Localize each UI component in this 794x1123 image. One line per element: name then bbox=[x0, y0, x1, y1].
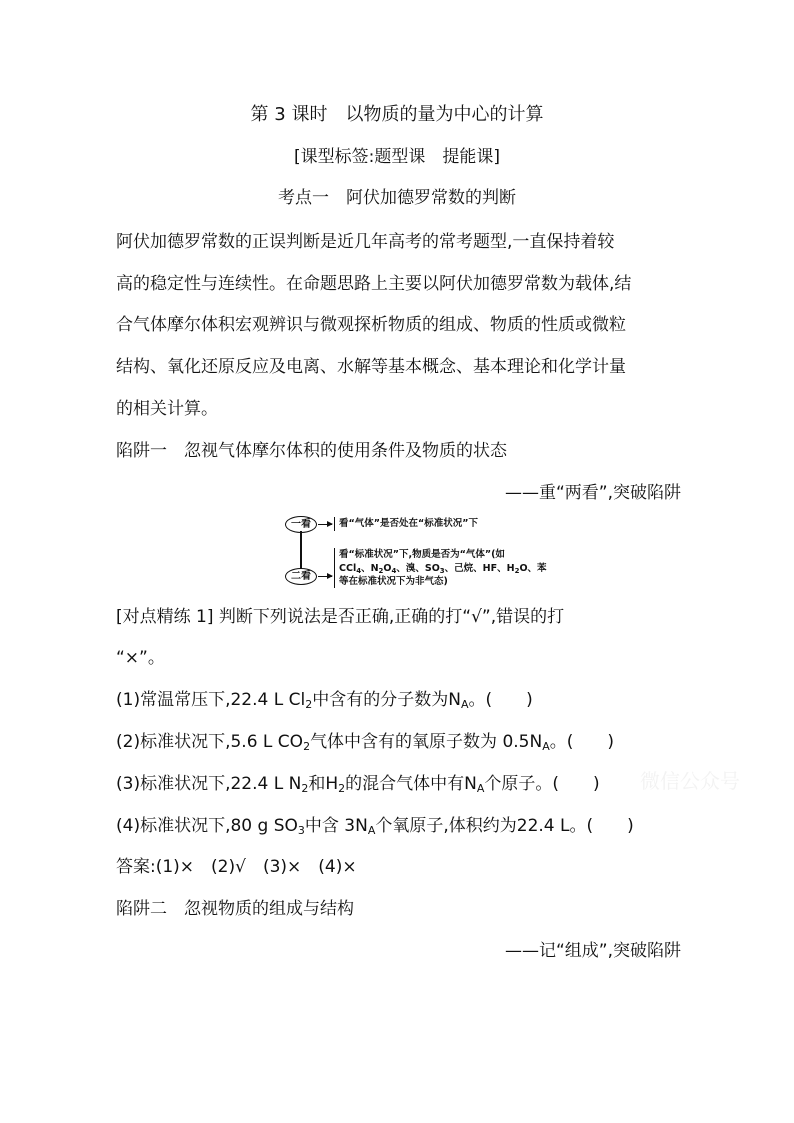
intro-line-3: 合气体摩尔体积宏观辨识与微观探析物质的组成、物质的性质或微粒 bbox=[116, 315, 626, 335]
oval-first-look: 一看 bbox=[285, 516, 317, 533]
exercise-line-1: [对点精练 1] 判断下列说法是否正确,正确的打“√”,错误的打 bbox=[116, 607, 565, 627]
bracket-1 bbox=[334, 517, 335, 531]
section-heading: 考点一 阿伏加德罗常数的判断 bbox=[278, 188, 516, 208]
intro-line-5: 的相关计算。 bbox=[116, 399, 218, 419]
first-look-text: 看“气体”是否处在“标准状况”下 bbox=[339, 518, 478, 529]
bracket-2 bbox=[334, 548, 335, 588]
watermark: 微信公众号 bbox=[640, 769, 740, 793]
answer-line: 答案:(1)× (2)√ (3)× (4)× bbox=[116, 857, 357, 877]
question-4: (4)标准状况下,80 g $SO_3$中含 $3N_A$个氧原子,体积约为22.4 L。( ) bbox=[116, 816, 634, 837]
two-looks-diagram bbox=[285, 514, 547, 588]
question-1: (1)常温常压下,22.4 L $Cl_2$中含有的分子数为$N_A$。( ) bbox=[116, 690, 533, 711]
question-3: (3)标准状况下,22.4 L $N_2$和$H_2$的混合气体中有$N_A$个原子。( ) bbox=[116, 774, 600, 795]
connector-line bbox=[300, 531, 302, 569]
second-look-text-2: CCl$_4$、$N_2O_4$、溴、$SO_3$、己烷、HF、$H_2O$、苯 bbox=[339, 563, 547, 575]
trap1-title: 陷阱一 忽视气体摩尔体积的使用条件及物质的状态 bbox=[116, 441, 507, 461]
exercise-line-2: “×”。 bbox=[116, 648, 165, 668]
lesson-tag: [课型标签:题型课 提能课] bbox=[294, 147, 500, 167]
oval-second-look: 二看 bbox=[285, 568, 317, 585]
trap2-title: 陷阱二 忽视物质的组成与结构 bbox=[116, 899, 354, 919]
intro-line-1: 阿伏加德罗常数的正误判断是近几年高考的常考题型,一直保持着较 bbox=[116, 232, 615, 252]
trap2-subtitle: ——记“组成”,突破陷阱 bbox=[504, 941, 681, 961]
arrow-1 bbox=[318, 524, 332, 525]
second-look-text-1: 看“标准状况”下,物质是否为“气体”(如 bbox=[339, 549, 505, 560]
question-2: (2)标准状况下,5.6 L $CO_2$气体中含有的氧原子数为 $0.5N_A$。( ) bbox=[116, 732, 615, 753]
trap1-subtitle: ——重“两看”,突破陷阱 bbox=[504, 483, 681, 503]
arrow-2 bbox=[318, 576, 332, 577]
second-look-text-3: 等在标准状况下为非气态) bbox=[339, 576, 448, 587]
intro-line-2: 高的稳定性与连续性。在命题思路上主要以阿伏加德罗常数为载体,结 bbox=[116, 274, 632, 294]
intro-line-4: 结构、氧化还原反应及电离、水解等基本概念、基本理论和化学计量 bbox=[116, 357, 626, 377]
page-title: 第 3 课时 以物质的量为中心的计算 bbox=[250, 104, 544, 125]
